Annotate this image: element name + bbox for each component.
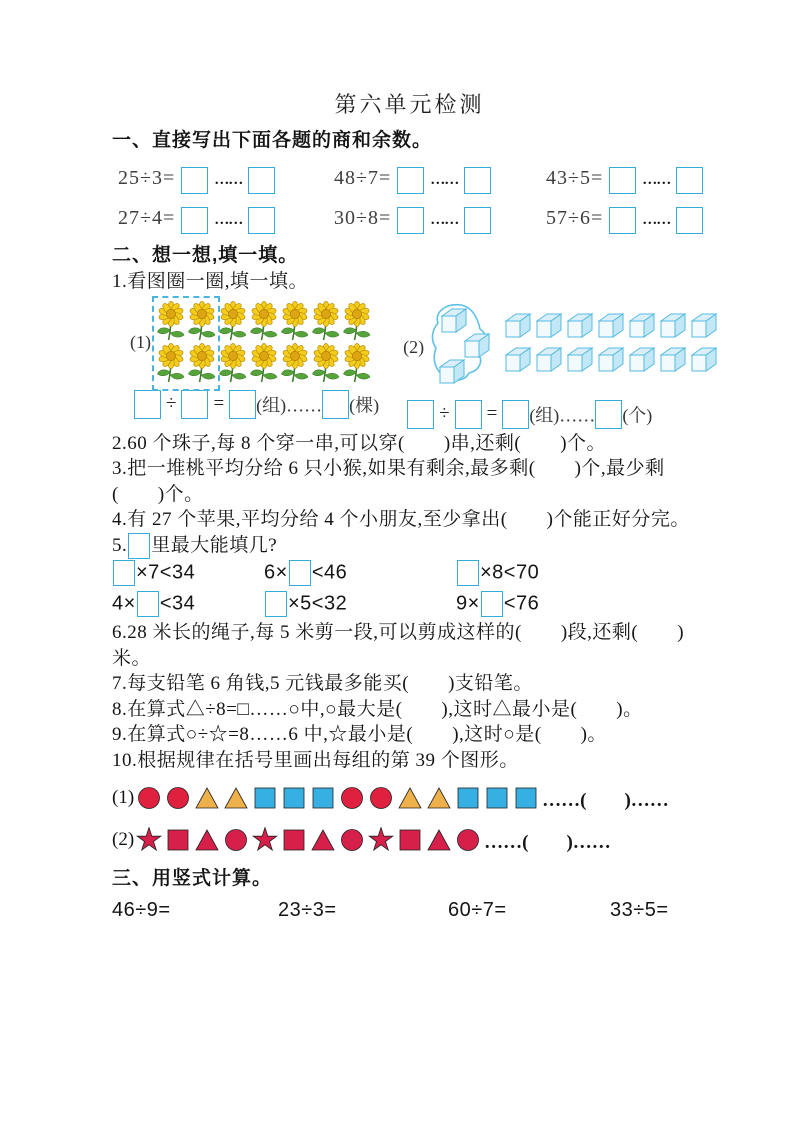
section3-heading: 三、用竖式计算。 [112,868,273,890]
square-shape-icon [513,785,539,811]
triangle-shape-icon [397,785,423,811]
division-expression: 25÷3= [118,167,176,190]
division-expression: 27÷4= [118,207,176,230]
sunflower-icon [187,343,217,385]
remainder-dots: …… [642,172,671,188]
circle-shape-icon [455,827,481,853]
unit-groups: (组)…… [256,395,323,415]
triangle-shape-icon [310,827,336,853]
divide-sign: ÷ [166,393,177,414]
sunflower-icon [218,301,248,343]
quotient-box [397,167,424,194]
sunflower-icon [156,301,186,343]
triangle-shape-icon [194,785,220,811]
q2-text: 2.60 个珠子,每 8 个穿一串,可以穿( )串,还剩( )个。 [112,432,607,454]
flower-grid [156,301,373,385]
q5-prefix: 5. [112,534,128,556]
square-shape-icon [397,827,423,853]
q5-text [112,533,747,560]
blank-box [137,591,159,617]
triangle-shape-icon [223,785,249,811]
q5-suffix: 里最大能填几? [151,534,278,556]
divisor-box [181,390,208,419]
square-shape-icon [252,785,278,811]
equation-line [407,400,721,429]
sunflower-icon [249,343,279,385]
remainder-dots: …… [430,172,459,188]
inequality: ×8<70 [456,560,747,586]
remainder-box [322,390,349,419]
calc-problem: 60÷7= [448,899,507,922]
q3-text-line2: ( )个。 [112,483,204,505]
inequality: ×5<32 [264,591,456,617]
remainder-box [464,167,491,194]
vertical-calc-grid [112,899,747,922]
circle-shape-icon [165,785,191,811]
quotient-box [181,167,208,194]
sunflower-icon [342,301,372,343]
sunflower-icon [311,343,341,385]
remainder-dots: …… [642,212,671,228]
quotient-box [229,390,256,419]
triangle-shape-icon [426,827,452,853]
inequality: ×7<34 [112,560,264,586]
quick-division-grid [118,167,747,234]
blank-box [113,560,135,586]
q6-text-line1: 6.28 米长的绳子,每 5 米剪一段,可以剪成这样的( )段,还剩( ) [112,622,685,644]
shape-sequence [136,785,542,811]
unit-groups: (组)…… [529,405,596,425]
sunflower-icon [249,301,279,343]
dividend-box [407,400,434,429]
section1-heading: 一、直接写出下面各题的商和余数。 [112,130,433,151]
star-shape-icon [368,827,394,853]
equals-sign: = [213,393,225,414]
q8-text: 8.在算式△÷8=□……○中,○最大是( ),这时△最小是( )。 [112,698,643,720]
division-expression: 57÷6= [546,207,604,230]
q7-text: 7.每支铅笔 6 角钱,5 元钱最多能买( )支铅笔。 [112,673,533,695]
cube-art [429,301,721,395]
triangle-shape-icon [426,785,452,811]
sunflower-icon [187,301,217,343]
remainder-box [595,400,622,429]
pattern-suffix: ……( )…… [484,831,611,853]
section2-heading: 二、想一想,填一填。 [112,245,299,266]
circle-shape-icon [339,785,365,811]
circle-shape-icon [339,827,365,853]
divisor-box [455,400,482,429]
remainder-dots: …… [214,172,243,188]
sunflower-icon [156,343,186,385]
dividend-box [134,390,161,419]
division-problem [546,207,747,234]
q10-text: 10.根据规律在括号里画出每组的第 39 个图形。 [112,749,519,771]
divide-sign: ÷ [439,403,450,424]
unit-pieces: (个) [622,405,653,425]
square-shape-icon [484,785,510,811]
division-expression: 48÷7= [334,167,392,190]
square-shape-icon [310,785,336,811]
q5-expression-grid [112,560,747,617]
remainder-box [248,207,275,234]
q6-text-line2: 米。 [112,647,152,669]
circle-shape-icon [136,785,162,811]
item-label: (1) [130,332,151,352]
unit-trees: (棵) [349,395,380,415]
q4-text: 4.有 27 个苹果,平均分给 4 个小朋友,至少拿出( )个能正好分完。 [112,509,690,530]
blank-box [289,560,311,586]
division-problem [118,167,334,194]
quotient-box [397,207,424,234]
page-title: 第六单元检测 [334,92,485,117]
remainder-box [464,207,491,234]
division-problem [546,167,747,194]
sunflower-icon [218,343,248,385]
sunflower-icon [311,301,341,343]
pattern-label: (1) [112,787,135,809]
quotient-box [609,207,636,234]
sunflower-icon [280,343,310,385]
circle-shape-icon [223,827,249,853]
quotient-box [609,167,636,194]
triangle-shape-icon [194,827,220,853]
square-shape-icon [281,827,307,853]
cube-group [403,301,721,429]
pattern-row-2 [112,824,747,856]
pattern-row-1 [112,782,747,814]
star-shape-icon [136,827,162,853]
calc-problem: 23÷3= [278,899,337,922]
blank-box [481,591,503,617]
square-shape-icon [455,785,481,811]
square-shape-icon [281,785,307,811]
item-label: (2) [403,337,425,357]
blank-box [457,560,479,586]
sunflower-icon [342,343,372,385]
calc-problem: 33÷5= [610,899,669,922]
remainder-dots: …… [430,212,459,228]
inequality: 4× <34 [112,591,264,617]
picture-row [130,301,747,429]
calc-problem: 46÷9= [112,899,171,922]
remainder-box [248,167,275,194]
inequality: 9× <76 [456,591,747,617]
blank-box [128,533,150,559]
pattern-suffix: ……( )…… [542,789,669,811]
remainder-box [676,207,703,234]
circle-shape-icon [368,785,394,811]
cube-grid [506,314,716,371]
quotient-box [181,207,208,234]
remainder-box [676,167,703,194]
q9-text: 9.在算式○÷☆=8……6 中,☆最小是( ),这时○是( )。 [112,724,607,746]
square-shape-icon [165,827,191,853]
inequality: 6× <46 [264,560,456,586]
quotient-box [502,400,529,429]
blank-box [265,591,287,617]
shape-sequence [136,827,484,853]
q1-text: 1.看图圈一圈,填一填。 [112,271,309,292]
division-problem [334,207,546,234]
division-expression: 30÷8= [334,207,392,230]
remainder-dots: …… [214,212,243,228]
flower-group [130,301,379,419]
q3-text-line1: 3.把一堆桃平均分给 6 只小猴,如果有剩余,最多剩( )个,最少剩 [112,458,665,479]
division-expression: 43÷5= [546,167,604,190]
pattern-label: (2) [112,829,135,851]
division-problem [334,167,546,194]
sunflower-icon [280,301,310,343]
division-problem [118,207,334,234]
equation-line [134,390,379,419]
star-shape-icon [252,827,278,853]
equals-sign: = [486,403,498,424]
